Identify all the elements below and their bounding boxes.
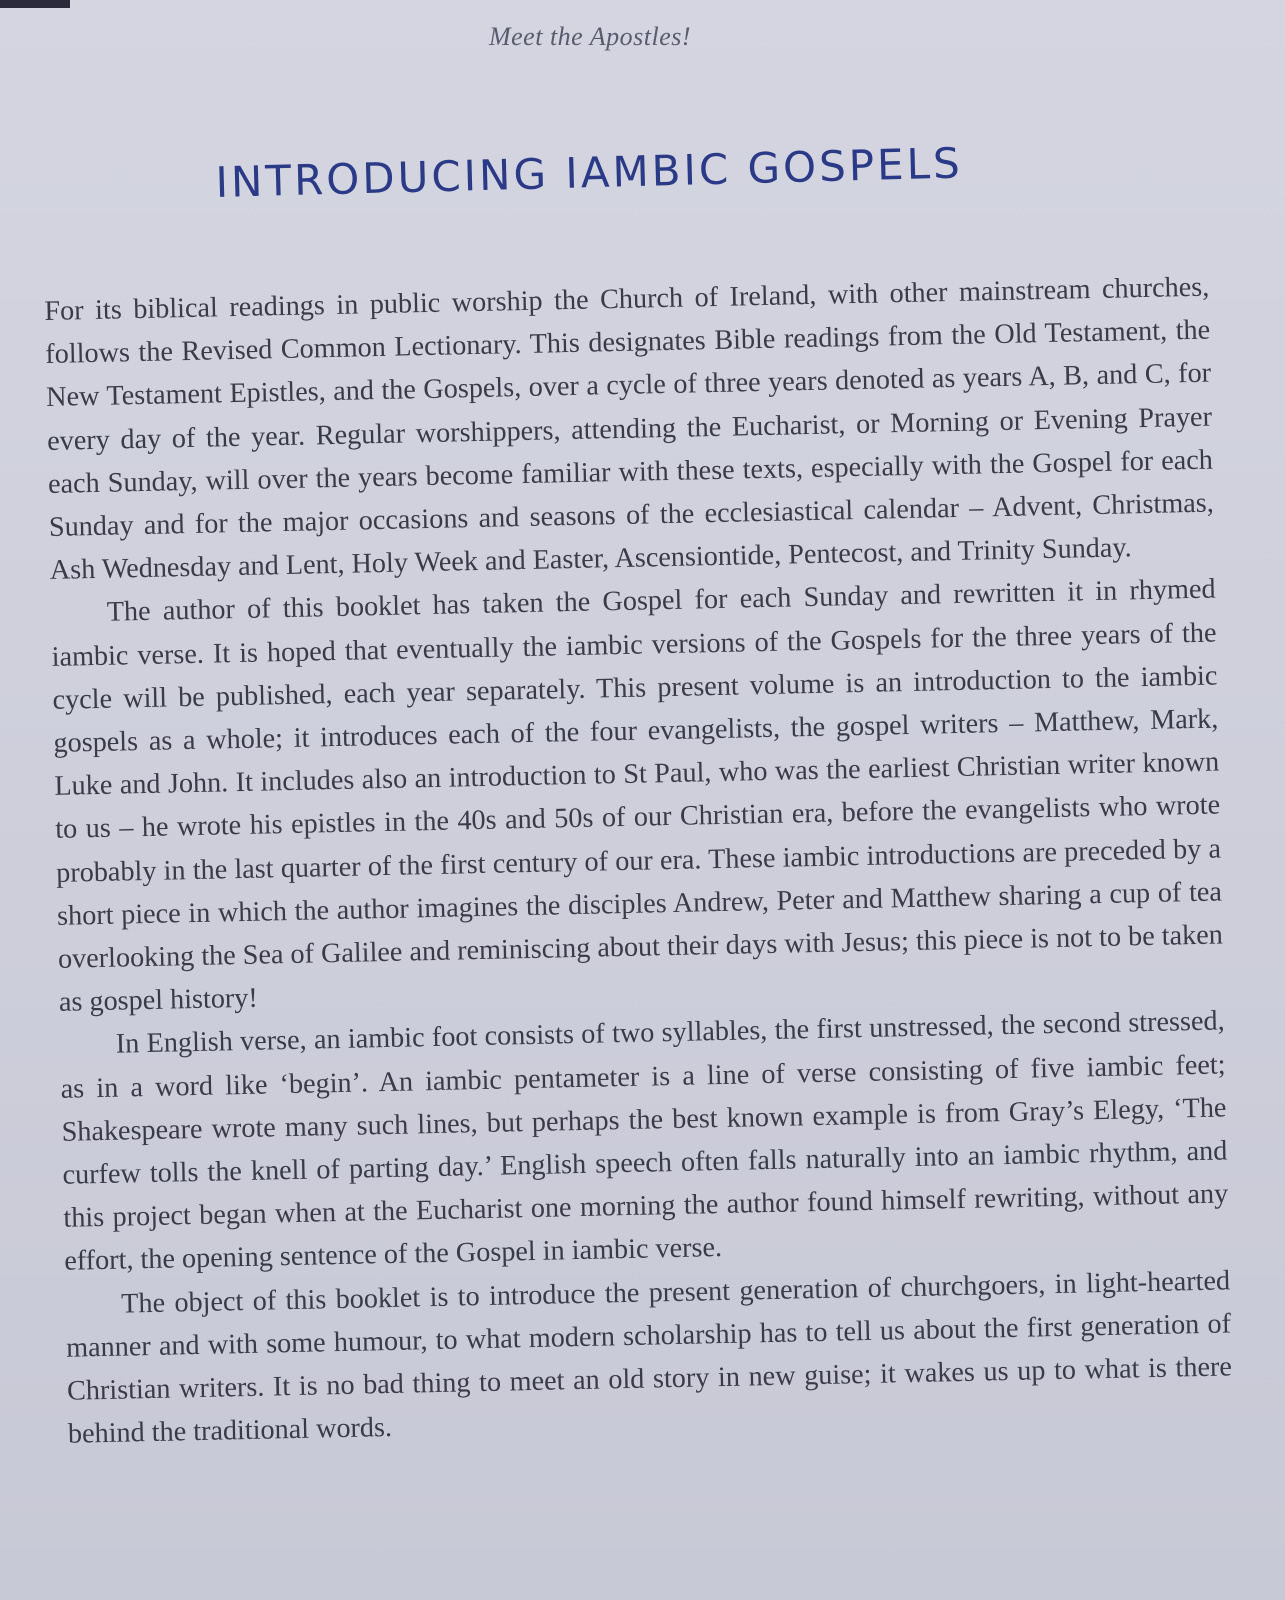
- paragraph-1: For its biblical readings in public worship the Church of Ireland, with other mainstream churches, follows the Revised Common Lectionary. This designates Bible readings from the Old Testament, the New Testament Epistles, and the Gospels, over a cycle of three years denoted as years A, B, and C, for every day of the year. Regular worshippers, attending the Eucharist, or Morning or Evening Prayer each Sunday, will over the years become familiar with these texts, especially with the Gospel for each Sunday and for the major occasions and seasons of the ecclesiastical calendar – Advent, Christmas, Ash Wednesday and Lent, Holy Week and Easter, Ascensiontide, Pentecost, and Trinity Sunday.: [44, 271, 1215, 587]
- running-head: Meet the Apostles!: [488, 22, 692, 51]
- paragraph-2: The author of this booklet has taken the Gospel for each Sunday and rewritten it in rhymed iambic verse. It is hoped that eventually the iambic versions of the Gospels for the three years of the cycle will be published, each year separately. This present volume is an introduction to the iambic gospels as a whole; it introduces each of the four evangelists, the gospel writers – Matthew, Mark, Luke and John. It includes also an introduction to St Paul, who was the earliest Christian writer known to us – he wrote his epistles in the 40s and 50s of our Christian era, before the evangelists who wrote probably in the last quarter of the first century of our era. These iambic introductions are preceded by a short piece in which the author imagines the disciples Andrew, Peter and Matthew sharing a cup of tea overlooking the Sea of Galilee and reminiscing about their days with Jesus; this piece is not to be taken as gospel history!: [51, 573, 1224, 1019]
- chapter-title: INTRODUCING IAMBIC GOSPELS: [215, 138, 964, 207]
- body-text: [44, 266, 1233, 1457]
- paragraph-3: In English verse, an iambic foot consists of two syllables, the first unstressed, the second stressed, as in a word like ‘begin’. An iambic pentameter is a line of verse consisting of five iambic feet; Shakespeare wrote many such lines, but perhaps the best known example is from Gray’s Elegy, ‘The curfew tolls the knell of parting day.’ English speech often falls naturally into an iambic rhythm, and this project began when at the Eucharist one morning the author found himself rewriting, without any effort, the opening sentence of the Gospel in iambic verse.: [60, 1005, 1229, 1278]
- page-corner-shadow: [0, 0, 70, 8]
- paragraph-4: The object of this booklet is to introduce the present generation of churchgoers, in light-hearted manner and with some humour, to what modern scholarship has to tell us about the first generation of Christian writers. It is no bad thing to meet an old story in new guise; it wakes us up to what is there behind the traditional words.: [65, 1265, 1233, 1451]
